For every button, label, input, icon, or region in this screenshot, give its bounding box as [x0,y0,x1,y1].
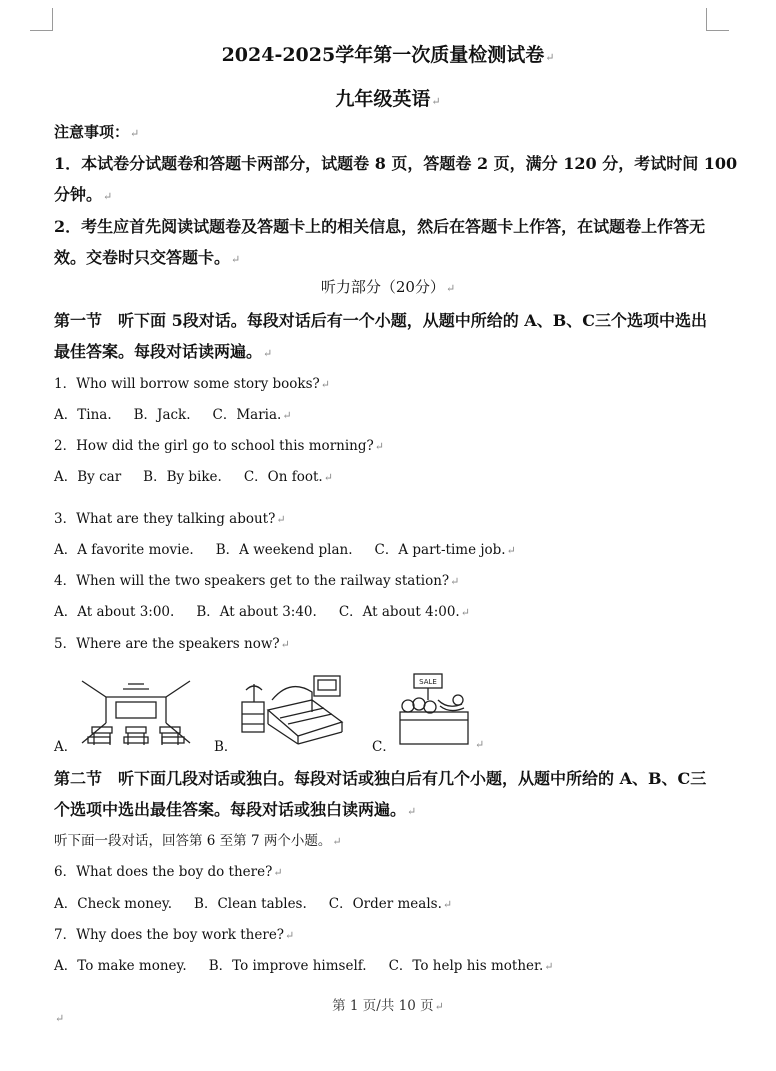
option-a: A．Tina. [54,407,112,423]
question-1-options: A．Tina. B．Jack. C．Maria.↵ [54,403,292,423]
option-a: A．A favorite movie. [54,542,194,558]
question-6: 6．What does the boy do there?↵ [54,864,283,880]
sale-sign: SALE [419,678,437,686]
question-7-options: A．To make money. B．To improve himself. C．To help his mother.↵ [54,954,553,974]
option-a: A．At about 3:00. [54,604,175,620]
option-c: C．Maria. [212,407,282,423]
section-1-instruction-line-2: 最佳答案。每段对话读两遍。↵ [54,342,273,361]
option-c: C．To help his mother. [388,958,544,974]
notice-item-2-line-2: 效。交卷时只交答题卡。↵ [54,248,241,267]
listening-part-title: 听力部分（20分）↵ [320,278,456,296]
question-7: 7．Why does the boy work there?↵ [54,927,295,943]
question-3-options: A．A favorite movie. B．A weekend plan. C．A part-time job.↵ [54,538,516,558]
option-b: B．By bike. [143,469,222,485]
picture-option-b-label: B． [214,739,238,755]
option-a: A．Check money. [54,896,173,912]
exam-title: 2024-2025学年第一次质量检测试卷↵ [221,44,555,66]
section-2-instruction-line-1: 第二节 听下面几段对话或独白。每段对话或独白后有几个小题，从题中所给的 A、B、C三 [54,769,707,788]
option-b: B．Jack. [133,407,191,423]
bedroom-picture [238,670,348,746]
option-c: C．Order meals. [328,896,442,912]
page-footer: 第 1 页/共 10 页↵ [332,998,444,1014]
question-4-options: A．At about 3:00. B．At about 3:40. C．At about 4:00.↵ [54,600,470,620]
end-paragraph-mark: ↵ [55,1012,65,1025]
question-2: 2．How did the girl go to school this morning?↵ [54,438,384,454]
notice-item-1-line-1: 1．本试卷分试题卷和答题卡两部分，试题卷 8 页，答题卷 2 页，满分 120 分，考试时间 100 [54,154,738,173]
notice-heading: 注意事项：↵ [54,123,140,141]
option-b: B．A weekend plan. [215,542,353,558]
option-c: C．On foot. [243,469,323,485]
fruit-stand-picture [398,670,472,746]
option-a: A．To make money. [54,958,187,974]
crop-mark-top-left [30,8,53,31]
question-5: 5．Where are the speakers now?↵ [54,636,290,652]
section-1-instruction-line-1: 第一节 听下面 5段对话。每段对话后有一个小题，从题中所给的 A、B、C三个选项中选出 [54,311,707,330]
crop-mark-top-right [706,8,729,31]
question-2-options: A．By car B．By bike. C．On foot.↵ [54,465,333,485]
option-b: B．To improve himself. [208,958,367,974]
option-c: C．A part-time job. [374,542,506,558]
question-6-options: A．Check money. B．Clean tables. C．Order meals.↵ [54,892,452,912]
notice-item-2-line-1: 2．考生应首先阅读试题卷及答题卡上的相关信息，然后在答题卡上作答，在试题卷上作答无 [54,217,706,236]
question-3: 3．What are they talking about?↵ [54,511,286,527]
section-2-instruction-line-2: 个选项中选出最佳答案。每段对话或独白读两遍。↵ [54,800,417,819]
section-2-dialogue-intro: 听下面一段对话，回答第 6 至第 7 两个小题。↵ [54,833,342,849]
option-b: B．Clean tables. [194,896,307,912]
option-a: A．By car [54,469,122,485]
question-1: 1．Who will borrow some story books?↵ [54,376,330,392]
exam-subtitle: 九年级英语↵ [335,88,441,110]
picture-option-c-label: C． [372,739,396,755]
option-c: C．At about 4:00. [338,604,460,620]
notice-item-1-line-2: 分钟。↵ [54,185,113,204]
classroom-picture [78,675,194,747]
picture-option-a-label: A． [54,739,78,755]
question-4: 4．When will the two speakers get to the railway station?↵ [54,573,460,589]
option-b: B．At about 3:40. [196,604,317,620]
